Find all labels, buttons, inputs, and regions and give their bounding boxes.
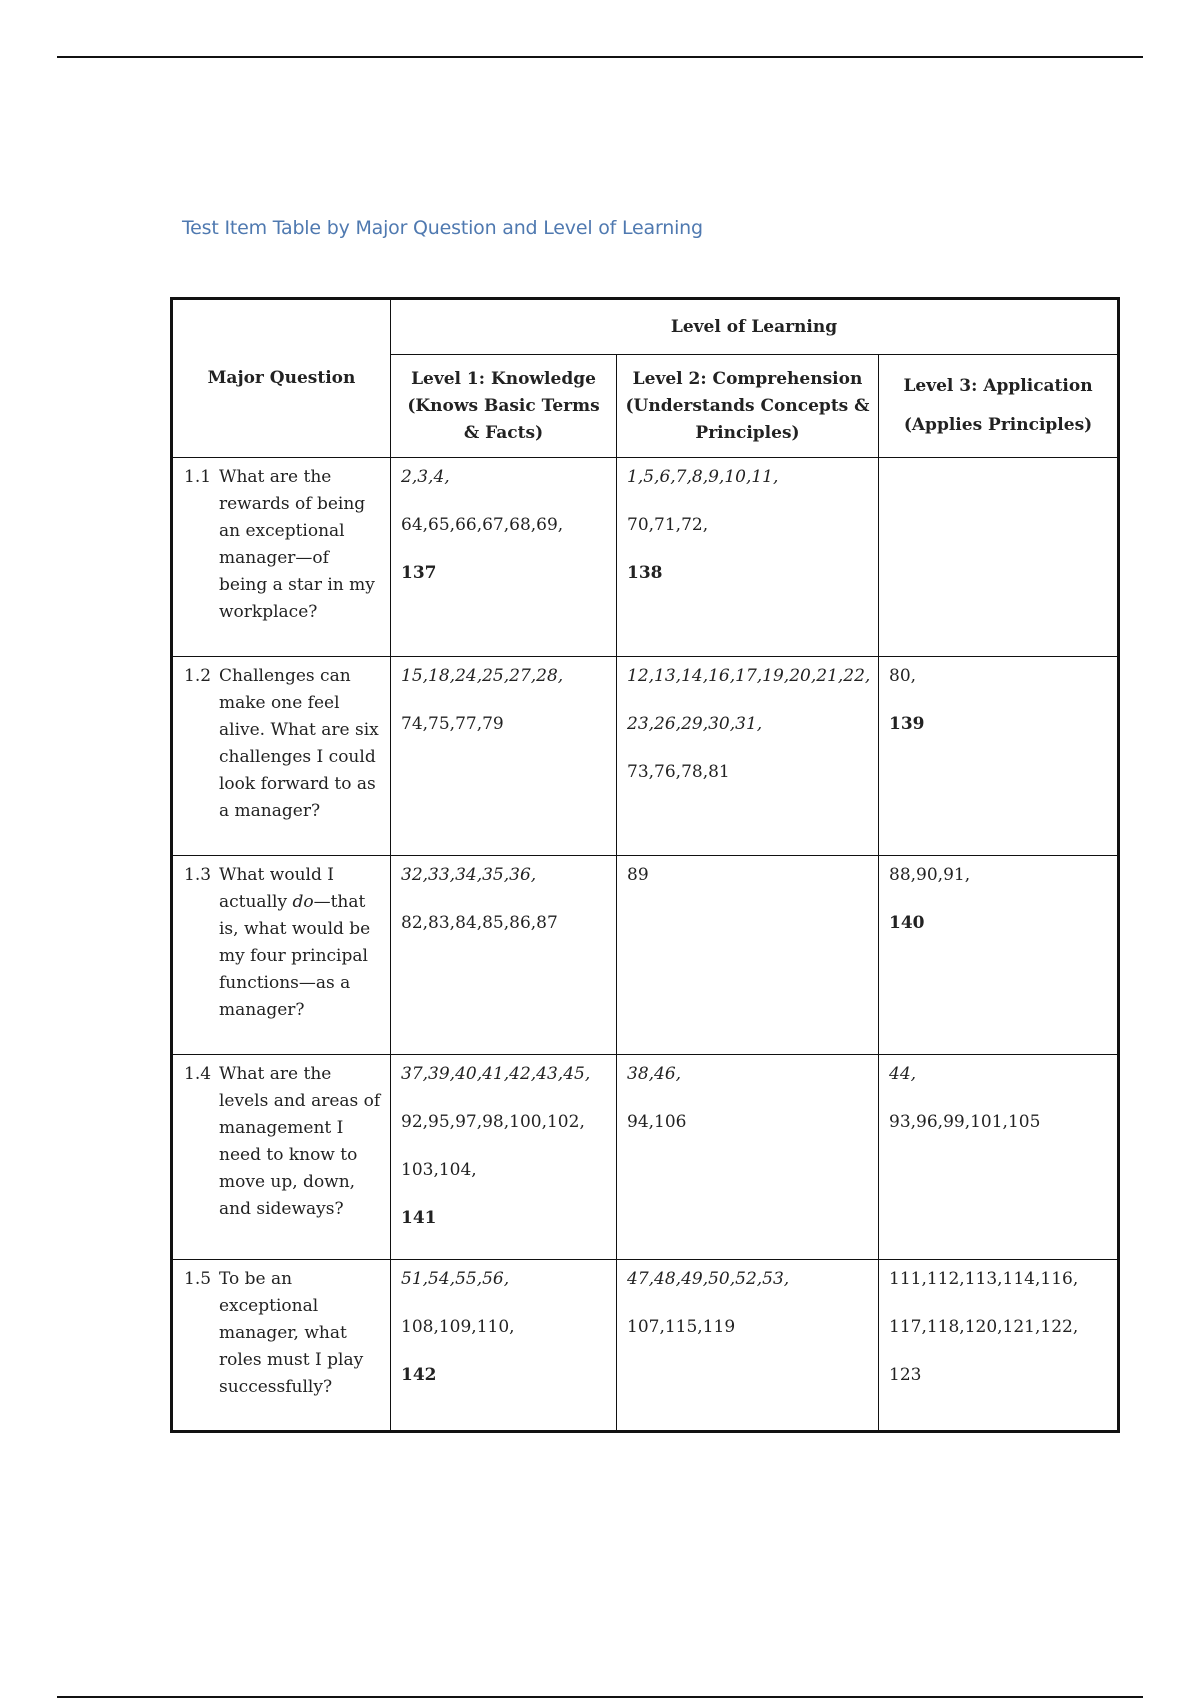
level-2-items: 12,13,14,16,17,19,20,21,22, 23,26,29,30,31, 73,76,78,81 [617, 657, 879, 856]
header-level-of-learning: Level of Learning [391, 299, 1119, 355]
level-1-items: 2,3,4, 64,65,66,67,68,69, 137 [391, 458, 617, 657]
question-cell [172, 458, 391, 657]
question-number: 1.2 [184, 666, 212, 686]
header-level-3: Level 3: Application (Applies Principles) [879, 355, 1119, 458]
table-row [172, 1260, 1119, 1432]
page-title: Test Item Table by Major Question and Level of Learning [182, 217, 703, 239]
level-3-items [879, 458, 1119, 657]
level-1-items: 15,18,24,25,27,28, 74,75,77,79 [391, 657, 617, 856]
level-3-items: 44, 93,96,99,101,105 [879, 1055, 1119, 1260]
question-number: 1.5 [184, 1269, 212, 1289]
question-cell [172, 856, 391, 1055]
level-2-items: 1,5,6,7,8,9,10,11, 70,71,72, 138 [617, 458, 879, 657]
test-item-table [170, 297, 1120, 1433]
level-1-items: 51,54,55,56, 108,109,110, 142 [391, 1260, 617, 1432]
table-row [172, 657, 1119, 856]
level-2-items: 38,46, 94,106 [617, 1055, 879, 1260]
level-3-items: 80, 139 [879, 657, 1119, 856]
question-cell [172, 657, 391, 856]
level-3-items: 88,90,91, 140 [879, 856, 1119, 1055]
question-text: To be an exceptional manager, what roles must I play successfully? [219, 1269, 364, 1397]
question-cell [172, 1260, 391, 1432]
question-text: What are the levels and areas of management I need to know to move up, down, and sideways? [219, 1064, 381, 1219]
bottom-rule [57, 1696, 1143, 1698]
level-1-items: 32,33,34,35,36, 82,83,84,85,86,87 [391, 856, 617, 1055]
header-level-1: Level 1: Knowledge (Knows Basic Terms & Facts) [391, 355, 617, 458]
table-row [172, 1055, 1119, 1260]
question-cell [172, 1055, 391, 1260]
level-2-items: 89 [617, 856, 879, 1055]
question-text: Challenges can make one feel alive. What are six challenges I could look forward to as a manager? [219, 666, 379, 821]
table-row [172, 458, 1119, 657]
table-row [172, 856, 1119, 1055]
question-number: 1.1 [184, 467, 212, 487]
header-major-question: Major Question [172, 299, 391, 458]
level-3-items: 111,112,113,114,116, 117,118,120,121,122, 123 [879, 1260, 1119, 1432]
top-rule [57, 56, 1143, 58]
question-number: 1.4 [184, 1064, 212, 1084]
level-2-items: 47,48,49,50,52,53, 107,115,119 [617, 1260, 879, 1432]
question-text: What would I actually do—that is, what would be my four principal functions—as a manager? [219, 865, 371, 1020]
question-text: What are the rewards of being an exceptional manager—of being a star in my workplace? [219, 467, 375, 622]
question-number: 1.3 [184, 865, 212, 885]
header-level-2: Level 2: Comprehension (Understands Concepts & Principles) [617, 355, 879, 458]
level-1-items: 37,39,40,41,42,43,45, 92,95,97,98,100,102, 103,104, 141 [391, 1055, 617, 1260]
